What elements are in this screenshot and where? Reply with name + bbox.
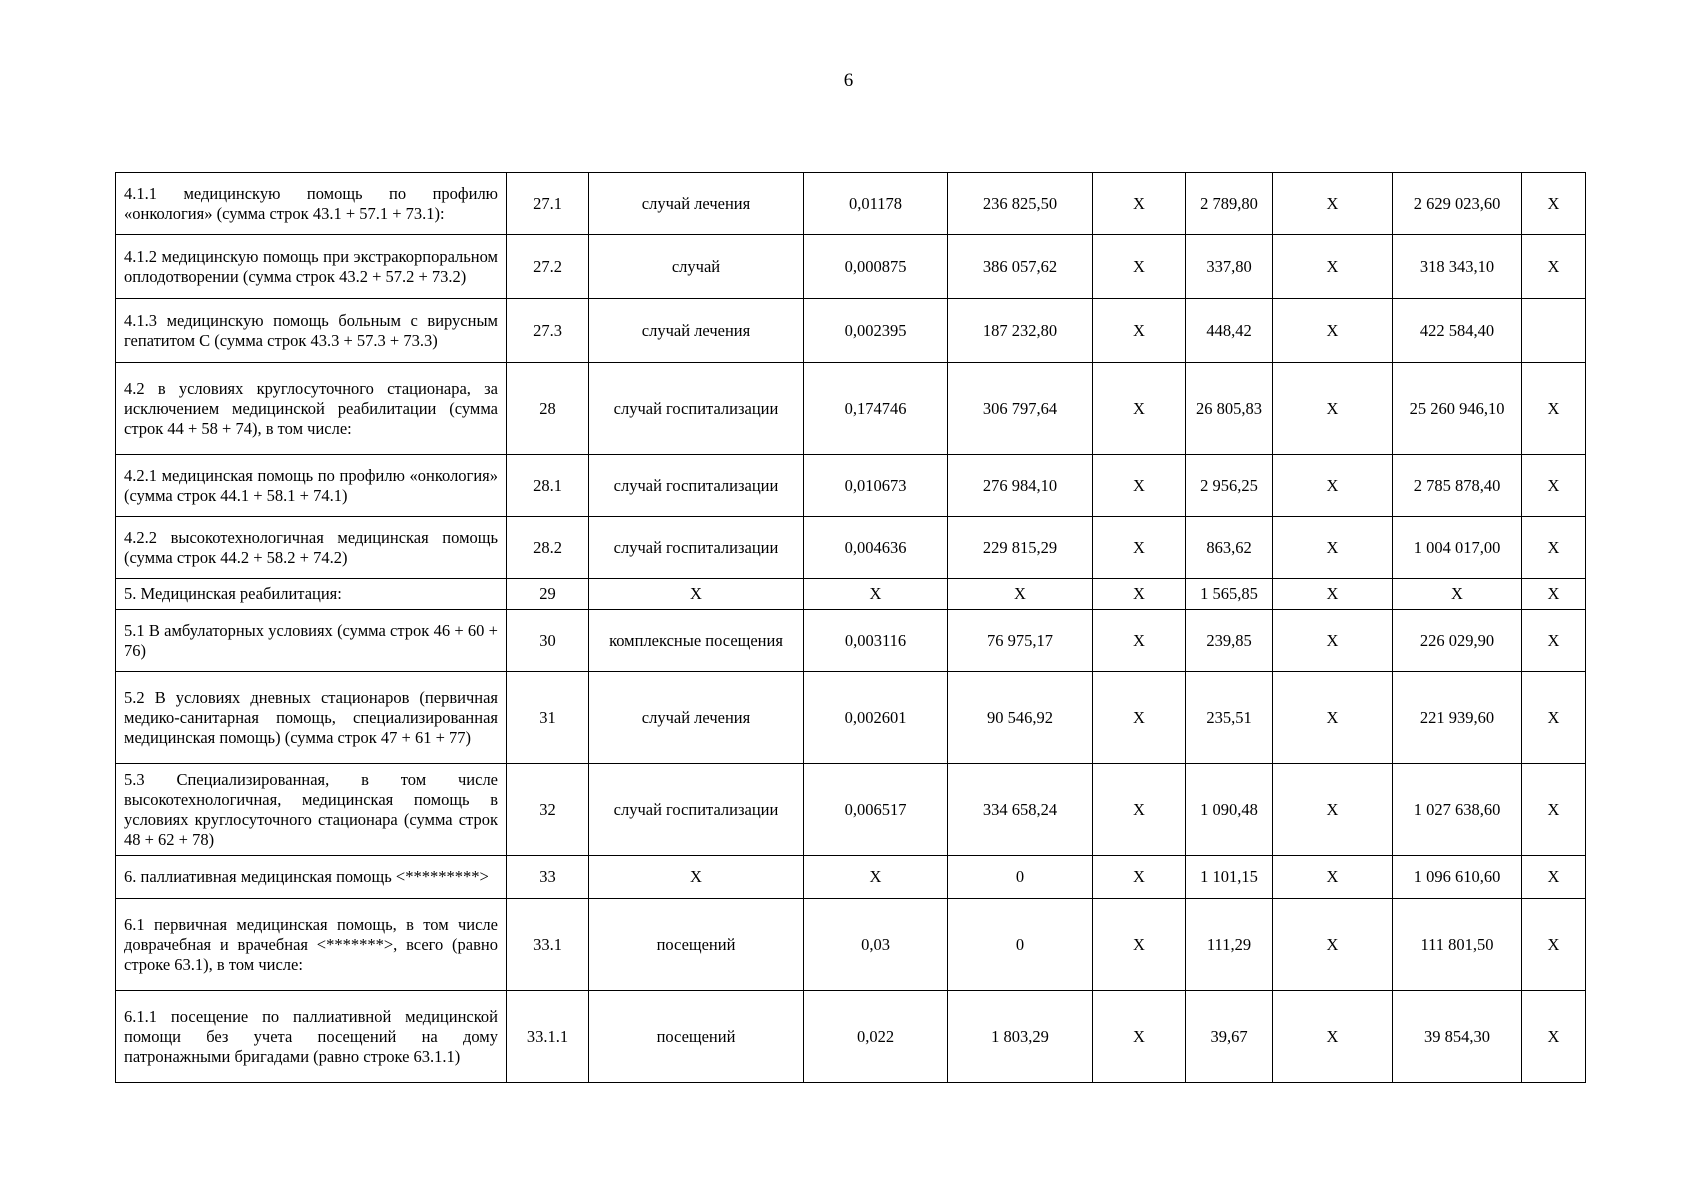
row-line-number: 33.1 bbox=[507, 899, 589, 991]
row-col7: 863,62 bbox=[1186, 517, 1273, 579]
table-row bbox=[116, 235, 1586, 299]
row-col7: 111,29 bbox=[1186, 899, 1273, 991]
data-table bbox=[115, 172, 1586, 1083]
row-unit: X bbox=[589, 579, 804, 610]
row-col9: 318 343,10 bbox=[1393, 235, 1522, 299]
row-volume: 0,002601 bbox=[804, 672, 948, 764]
row-description: 4.2.2 высокотехнологичная медицинская помощь (сумма строк 44.2 + 58.2 + 74.2) bbox=[116, 517, 507, 579]
row-cost: 386 057,62 bbox=[948, 235, 1093, 299]
row-col7: 235,51 bbox=[1186, 672, 1273, 764]
row-col9: 226 029,90 bbox=[1393, 610, 1522, 672]
row-volume: 0,01178 bbox=[804, 173, 948, 235]
row-col8: X bbox=[1273, 173, 1393, 235]
row-col10 bbox=[1522, 299, 1586, 363]
row-volume: 0,022 bbox=[804, 991, 948, 1083]
row-description: 5.2 В условиях дневных стационаров (первичная медико-санитарная помощь, специализированная медицинская помощь) (сумма строк 47 + 61 + 77) bbox=[116, 672, 507, 764]
table-row bbox=[116, 899, 1586, 991]
table-row bbox=[116, 672, 1586, 764]
row-description: 5.1 В амбулаторных условиях (сумма строк 46 + 60 + 76) bbox=[116, 610, 507, 672]
row-line-number: 29 bbox=[507, 579, 589, 610]
row-col10: X bbox=[1522, 517, 1586, 579]
row-col8: X bbox=[1273, 991, 1393, 1083]
row-unit: случай лечения bbox=[589, 173, 804, 235]
row-cost: 236 825,50 bbox=[948, 173, 1093, 235]
row-cost: 187 232,80 bbox=[948, 299, 1093, 363]
row-col10: X bbox=[1522, 856, 1586, 899]
row-col9: 2 629 023,60 bbox=[1393, 173, 1522, 235]
row-volume: 0,006517 bbox=[804, 764, 948, 856]
table-row bbox=[116, 173, 1586, 235]
row-col6: X bbox=[1093, 235, 1186, 299]
row-unit: случай bbox=[589, 235, 804, 299]
row-col10: X bbox=[1522, 764, 1586, 856]
row-col10: X bbox=[1522, 991, 1586, 1083]
row-col7: 239,85 bbox=[1186, 610, 1273, 672]
row-col6: X bbox=[1093, 672, 1186, 764]
row-line-number: 32 bbox=[507, 764, 589, 856]
row-unit: случай госпитализации bbox=[589, 764, 804, 856]
row-line-number: 33.1.1 bbox=[507, 991, 589, 1083]
page-number: 6 bbox=[843, 70, 854, 91]
row-description: 5. Медицинская реабилитация: bbox=[116, 579, 507, 610]
row-col6: X bbox=[1093, 764, 1186, 856]
row-cost: 76 975,17 bbox=[948, 610, 1093, 672]
table-row bbox=[116, 299, 1586, 363]
row-description: 4.2 в условиях круглосуточного стационара, за исключением медицинской реабилитации (сумма строк 44 + 58 + 74), в том числе: bbox=[116, 363, 507, 455]
row-volume: X bbox=[804, 579, 948, 610]
row-line-number: 27.1 bbox=[507, 173, 589, 235]
row-col9: 111 801,50 bbox=[1393, 899, 1522, 991]
row-col9: 422 584,40 bbox=[1393, 299, 1522, 363]
row-col7: 2 956,25 bbox=[1186, 455, 1273, 517]
row-line-number: 28 bbox=[507, 363, 589, 455]
row-description: 5.3 Специализированная, в том числе высокотехнологичная, медицинская помощь в условиях круглосуточного стационара (сумма строк 48 + 62 + 78) bbox=[116, 764, 507, 856]
row-col7: 448,42 bbox=[1186, 299, 1273, 363]
row-volume: 0,010673 bbox=[804, 455, 948, 517]
row-col8: X bbox=[1273, 764, 1393, 856]
row-volume: 0,03 bbox=[804, 899, 948, 991]
row-volume: 0,003116 bbox=[804, 610, 948, 672]
table-row bbox=[116, 764, 1586, 856]
row-description: 4.1.1 медицинскую помощь по профилю «онкология» (сумма строк 43.1 + 57.1 + 73.1): bbox=[116, 173, 507, 235]
row-line-number: 27.3 bbox=[507, 299, 589, 363]
row-col6: X bbox=[1093, 299, 1186, 363]
row-cost: X bbox=[948, 579, 1093, 610]
row-col6: X bbox=[1093, 455, 1186, 517]
table-row bbox=[116, 579, 1586, 610]
row-col10: X bbox=[1522, 455, 1586, 517]
row-col6: X bbox=[1093, 899, 1186, 991]
table-row bbox=[116, 610, 1586, 672]
row-unit: X bbox=[589, 856, 804, 899]
table-row bbox=[116, 455, 1586, 517]
row-volume: X bbox=[804, 856, 948, 899]
row-volume: 0,002395 bbox=[804, 299, 948, 363]
row-volume: 0,000875 bbox=[804, 235, 948, 299]
row-description: 6. паллиативная медицинская помощь <*********> bbox=[116, 856, 507, 899]
row-col8: X bbox=[1273, 455, 1393, 517]
row-volume: 0,004636 bbox=[804, 517, 948, 579]
row-col6: X bbox=[1093, 363, 1186, 455]
row-line-number: 30 bbox=[507, 610, 589, 672]
table-row bbox=[116, 517, 1586, 579]
row-line-number: 33 bbox=[507, 856, 589, 899]
row-description: 4.2.1 медицинская помощь по профилю «онкология» (сумма строк 44.1 + 58.1 + 74.1) bbox=[116, 455, 507, 517]
row-col8: X bbox=[1273, 610, 1393, 672]
row-col7: 1 090,48 bbox=[1186, 764, 1273, 856]
row-cost: 1 803,29 bbox=[948, 991, 1093, 1083]
row-line-number: 27.2 bbox=[507, 235, 589, 299]
row-cost: 0 bbox=[948, 899, 1093, 991]
table-row bbox=[116, 363, 1586, 455]
row-col8: X bbox=[1273, 672, 1393, 764]
row-unit: комплексные посещения bbox=[589, 610, 804, 672]
row-description: 4.1.3 медицинскую помощь больным с вирусным гепатитом С (сумма строк 43.3 + 57.3 + 73.3) bbox=[116, 299, 507, 363]
table-row bbox=[116, 856, 1586, 899]
row-cost: 90 546,92 bbox=[948, 672, 1093, 764]
row-col8: X bbox=[1273, 579, 1393, 610]
row-col8: X bbox=[1273, 299, 1393, 363]
row-col6: X bbox=[1093, 610, 1186, 672]
row-col8: X bbox=[1273, 517, 1393, 579]
row-col9: 1 096 610,60 bbox=[1393, 856, 1522, 899]
row-unit: посещений bbox=[589, 991, 804, 1083]
row-col9: X bbox=[1393, 579, 1522, 610]
row-col9: 1 027 638,60 bbox=[1393, 764, 1522, 856]
row-col7: 337,80 bbox=[1186, 235, 1273, 299]
row-col7: 2 789,80 bbox=[1186, 173, 1273, 235]
row-line-number: 31 bbox=[507, 672, 589, 764]
row-description: 6.1 первичная медицинская помощь, в том числе доврачебная и врачебная <*******>, всего (равно строке 63.1), в том числе: bbox=[116, 899, 507, 991]
row-col10: X bbox=[1522, 672, 1586, 764]
row-line-number: 28.2 bbox=[507, 517, 589, 579]
row-cost: 276 984,10 bbox=[948, 455, 1093, 517]
row-volume: 0,174746 bbox=[804, 363, 948, 455]
row-cost: 306 797,64 bbox=[948, 363, 1093, 455]
row-description: 4.1.2 медицинскую помощь при экстракорпоральном оплодотворении (сумма строк 43.2 + 57.2 + 73.2) bbox=[116, 235, 507, 299]
row-col8: X bbox=[1273, 899, 1393, 991]
row-col10: X bbox=[1522, 610, 1586, 672]
row-col6: X bbox=[1093, 173, 1186, 235]
row-unit: случай госпитализации bbox=[589, 517, 804, 579]
row-col8: X bbox=[1273, 235, 1393, 299]
row-col9: 1 004 017,00 bbox=[1393, 517, 1522, 579]
row-col6: X bbox=[1093, 856, 1186, 899]
table-row bbox=[116, 991, 1586, 1083]
row-col10: X bbox=[1522, 899, 1586, 991]
row-unit: случай лечения bbox=[589, 299, 804, 363]
row-unit: посещений bbox=[589, 899, 804, 991]
row-line-number: 28.1 bbox=[507, 455, 589, 517]
row-col7: 1 101,15 bbox=[1186, 856, 1273, 899]
row-col7: 1 565,85 bbox=[1186, 579, 1273, 610]
row-cost: 334 658,24 bbox=[948, 764, 1093, 856]
row-unit: случай лечения bbox=[589, 672, 804, 764]
row-col7: 26 805,83 bbox=[1186, 363, 1273, 455]
row-cost: 229 815,29 bbox=[948, 517, 1093, 579]
row-description: 6.1.1 посещение по паллиативной медицинской помощи без учета посещений на дому патронажными бригадами (равно строке 63.1.1) bbox=[116, 991, 507, 1083]
row-col6: X bbox=[1093, 517, 1186, 579]
row-col8: X bbox=[1273, 856, 1393, 899]
row-col10: X bbox=[1522, 363, 1586, 455]
row-col10: X bbox=[1522, 235, 1586, 299]
row-col10: X bbox=[1522, 579, 1586, 610]
row-col6: X bbox=[1093, 991, 1186, 1083]
row-col6: X bbox=[1093, 579, 1186, 610]
row-cost: 0 bbox=[948, 856, 1093, 899]
row-col9: 39 854,30 bbox=[1393, 991, 1522, 1083]
row-col9: 2 785 878,40 bbox=[1393, 455, 1522, 517]
row-unit: случай госпитализации bbox=[589, 363, 804, 455]
row-col9: 25 260 946,10 bbox=[1393, 363, 1522, 455]
row-col8: X bbox=[1273, 363, 1393, 455]
row-col10: X bbox=[1522, 173, 1586, 235]
row-col7: 39,67 bbox=[1186, 991, 1273, 1083]
row-col9: 221 939,60 bbox=[1393, 672, 1522, 764]
row-unit: случай госпитализации bbox=[589, 455, 804, 517]
